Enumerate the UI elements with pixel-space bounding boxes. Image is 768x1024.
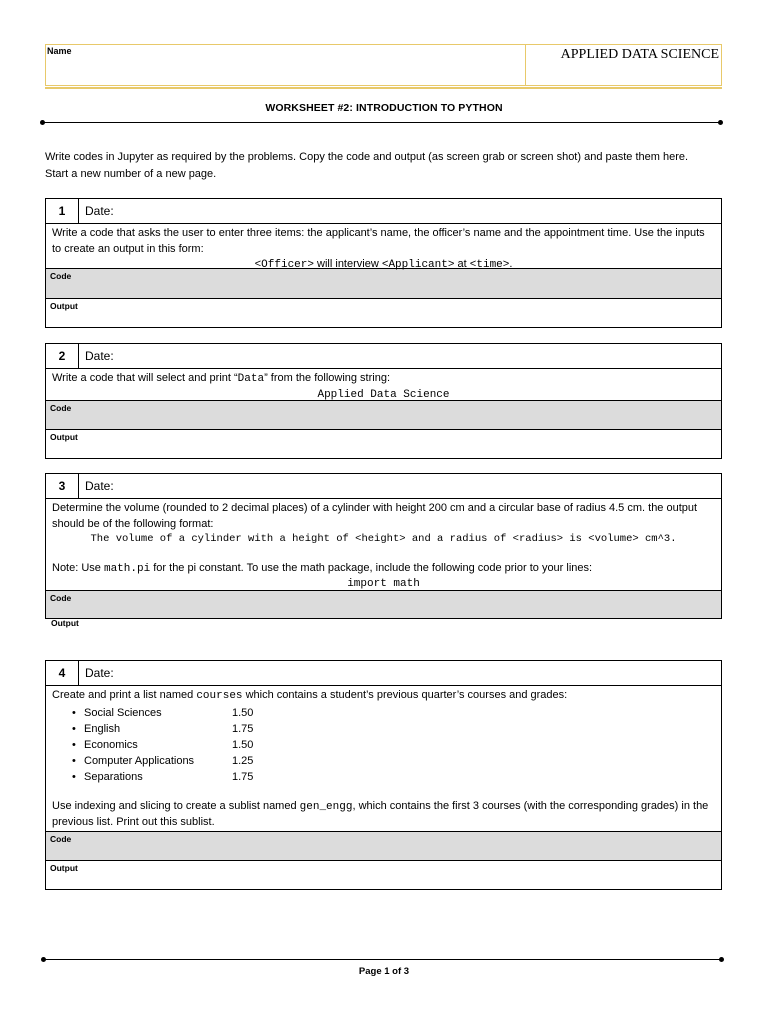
course-grade: 1.50 xyxy=(232,706,254,719)
instructions-line-1: Write codes in Jupyter as required by the problems. Copy the code and output (as screen grab or screen shot) and paste them here. xyxy=(45,151,689,163)
list-item: • Economics 1.50 xyxy=(72,738,254,751)
header-divider xyxy=(525,44,526,86)
course-title: APPLIED DATA SCIENCE xyxy=(560,47,719,62)
form-text: . xyxy=(509,258,513,270)
text-part: , which contains the first 3 courses (with the corresponding grades) in the previous list. Print out this sublist. xyxy=(52,799,709,828)
courses-list xyxy=(52,705,715,785)
bottom-rule xyxy=(43,959,721,960)
problem-header xyxy=(46,344,721,369)
course-grade: 1.75 xyxy=(232,770,254,783)
code-token: math.pi xyxy=(103,562,151,575)
problem-statement xyxy=(46,369,721,400)
code-label: Code xyxy=(50,403,72,413)
list-item: • Separations 1.75 xyxy=(72,770,254,783)
output-area[interactable] xyxy=(46,429,721,458)
text-part: for the pi constant. To use the math package, include the following code prior to your lines: xyxy=(150,561,593,574)
date-label: Date: xyxy=(85,479,114,493)
problem-text xyxy=(52,688,715,705)
problem-1 xyxy=(45,198,722,328)
problem-statement xyxy=(46,686,721,831)
problem-header xyxy=(46,199,721,224)
problem-number: 1 xyxy=(46,199,79,223)
list-item: • Computer Applications 1.25 xyxy=(72,754,254,767)
given-string: Applied Data Science xyxy=(317,388,450,401)
text-part: ” from the following string: xyxy=(264,372,391,384)
line-endpoint-right xyxy=(719,957,724,962)
form-text: will interview xyxy=(313,258,382,270)
officer-token: <Officer> xyxy=(254,259,314,271)
course-grade: 1.50 xyxy=(232,738,254,751)
code-label: Code xyxy=(50,834,72,844)
applicant-token: <Applicant> xyxy=(381,259,455,271)
output-area[interactable] xyxy=(46,298,721,327)
problem-header xyxy=(46,661,721,686)
course-name: Economics xyxy=(84,738,138,751)
note xyxy=(52,561,715,578)
course-name: Social Sciences xyxy=(84,706,162,719)
problem-number: 4 xyxy=(46,661,79,685)
problem-text xyxy=(52,371,715,388)
problem-2 xyxy=(45,343,722,459)
code-label: Code xyxy=(50,271,72,281)
code-area[interactable] xyxy=(46,831,721,860)
list-item: • Social Sciences 1.50 xyxy=(72,706,254,719)
code-area[interactable] xyxy=(46,400,721,429)
text-part: which contains a student’s previous quarter’s courses and grades: xyxy=(242,689,568,701)
import-line: import math xyxy=(347,578,420,590)
output-label[interactable]: Output xyxy=(51,618,79,628)
problem-3 xyxy=(45,473,722,619)
problem-number: 2 xyxy=(46,344,79,368)
date-label: Date: xyxy=(85,666,114,680)
instructions-line-2: Start a new number of a new page. xyxy=(45,167,217,180)
problem-text: Determine the volume (rounded to 2 decimal places) of a cylinder with height 200 cm and a circular base of radius 4.5 cm. the output should be of the following format: xyxy=(52,502,698,530)
page-number: Page 1 of 3 xyxy=(358,966,410,977)
problem-text-2 xyxy=(52,799,715,831)
problem-4 xyxy=(45,660,722,890)
form-text: at xyxy=(454,258,470,270)
text-part: Use indexing and slicing to create a sublist named xyxy=(52,799,300,812)
course-name: Computer Applications xyxy=(84,754,195,767)
header-rule xyxy=(45,87,722,89)
code-token: courses xyxy=(196,690,243,702)
date-label: Date: xyxy=(85,349,114,363)
problem-header xyxy=(46,474,721,499)
code-token: Data xyxy=(237,373,265,385)
problem-number: 3 xyxy=(46,474,79,498)
output-label: Output xyxy=(50,301,78,311)
problem-text: Write a code that asks the user to enter three items: the applicant’s name, the officer’s name and the appointment time. Use the inputs to create an output in this form: xyxy=(52,227,705,255)
course-grade: 1.75 xyxy=(232,722,254,735)
problem-statement xyxy=(46,224,721,271)
list-item: • English 1.75 xyxy=(72,722,254,735)
course-name: English xyxy=(84,722,121,735)
course-grade: 1.25 xyxy=(232,754,254,767)
date-label: Date: xyxy=(85,204,114,218)
output-label: Output xyxy=(50,863,78,873)
output-area[interactable] xyxy=(46,860,721,889)
instructions xyxy=(45,149,725,182)
time-token: <time> xyxy=(469,259,510,271)
text-part: Write a code that will select and print “ xyxy=(52,372,238,384)
text-part: Create and print a list named xyxy=(52,689,197,701)
course-name: Separations xyxy=(84,770,143,783)
line-endpoint-right xyxy=(718,120,723,125)
code-label: Code xyxy=(50,593,72,603)
output-label: Output xyxy=(50,432,78,442)
output-format: The volume of a cylinder with a height of <height> and a radius of <radius> is <volume> cm^3. xyxy=(90,533,677,545)
problem-statement xyxy=(46,499,721,590)
code-area[interactable] xyxy=(46,590,721,619)
text-part: Note: Use xyxy=(52,561,104,574)
code-token: gen_engg xyxy=(299,800,353,813)
name-label: Name xyxy=(47,46,72,56)
top-rule xyxy=(42,122,720,123)
worksheet-title: WORKSHEET #2: INTRODUCTION TO PYTHON xyxy=(265,102,503,114)
